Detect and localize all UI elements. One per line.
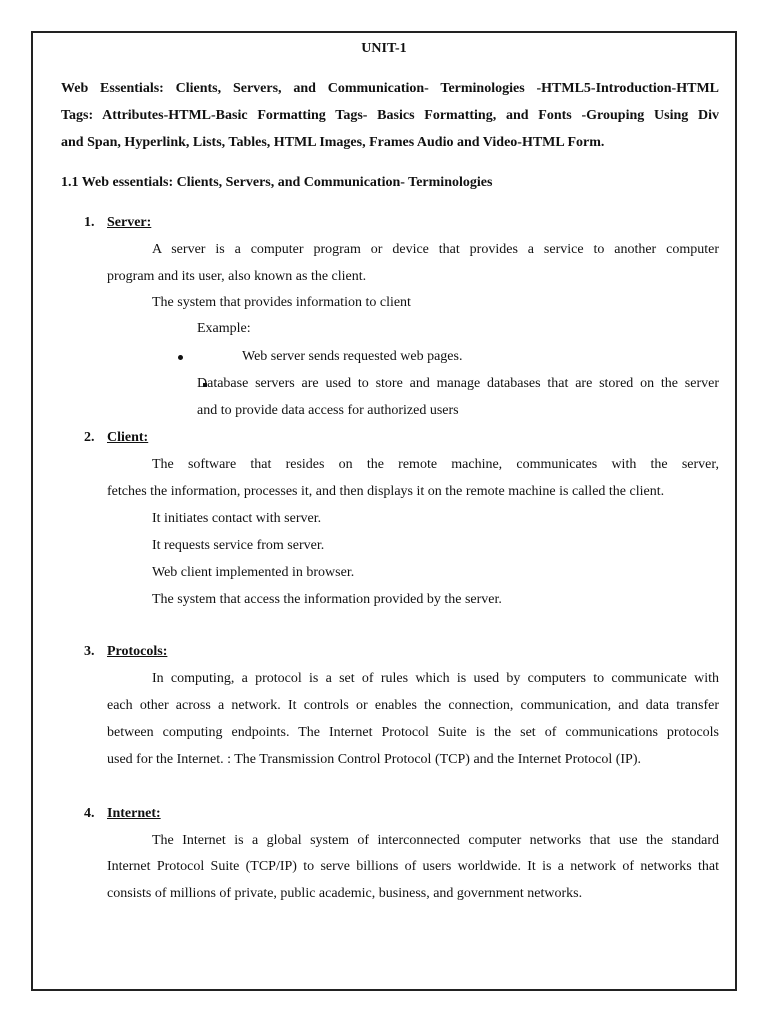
internet-line-3: consists of millions of private, public academic, business, and government networks. [107,886,583,901]
client-para-line-1: The software that resides on the remote machine, communicates with the server, [152,457,719,472]
internet-line-1: The Internet is a global system of interconnected computer networks that use the standard [152,833,719,848]
server-line-3: The system that provides information to client [152,295,411,310]
internet-heading: Internet: [107,806,161,821]
protocols-number: 3. [84,644,95,659]
server-bullet-2-line-1: Database servers are used to store and manage databases that are stored on the server [197,376,719,391]
protocols-line-3: between computing endpoints. The Internet Protocol Suite is the set of communications protocols [107,725,719,740]
client-number: 2. [84,430,95,445]
protocols-line-2: each other across a network. It controls or enables the connection, communication, and data transfer [107,698,719,713]
internet-number: 4. [84,806,95,821]
internet-line-2: Internet Protocol Suite (TCP/IP) to serve billions of users worldwide. It is a network of networks that [107,859,719,874]
client-line-1: It initiates contact with server. [152,511,322,526]
protocols-line-1: In computing, a protocol is a set of rules which is used by computers to communicate with [152,671,719,686]
client-heading: Client: [107,430,149,445]
intro-line-3: and Span, Hyperlink, Lists, Tables, HTML Images, Frames Audio and Video-HTML Form. [61,135,605,150]
intro-line-1: Web Essentials: Clients, Servers, and Communication- Terminologies -HTML5-Introduction-HTML [61,81,719,96]
client-line-2: It requests service from server. [152,538,325,553]
server-para-line-1: A server is a computer program or device that provides a service to another computer [152,242,719,257]
client-line-3: Web client implemented in browser. [152,565,355,580]
server-bullet-1: Web server sends requested web pages. [242,349,463,364]
client-para-line-2: fetches the information, processes it, and then displays it on the remote machine is called the client. [107,484,665,499]
unit-title: UNIT-1 [361,41,407,56]
client-line-4: The system that access the information provided by the server. [152,592,502,607]
protocols-heading: Protocols: [107,644,168,659]
protocols-line-4: used for the Internet. : The Transmission Control Protocol (TCP) and the Internet Protocol (IP). [107,752,642,767]
server-heading: Server: [107,215,152,230]
bullet-dot-icon [178,355,183,360]
intro-line-2: Tags: Attributes-HTML-Basic Formatting Tags- Basics Formatting, and Fonts -Grouping Using Div [61,108,719,123]
server-bullet-2-line-2: and to provide data access for authorized users [197,403,459,418]
server-number: 1. [84,215,95,230]
server-example: Example: [197,321,251,336]
server-para-line-2: program and its user, also known as the client. [107,269,367,284]
section-heading: 1.1 Web essentials: Clients, Servers, and Communication- Terminologies [61,175,493,190]
